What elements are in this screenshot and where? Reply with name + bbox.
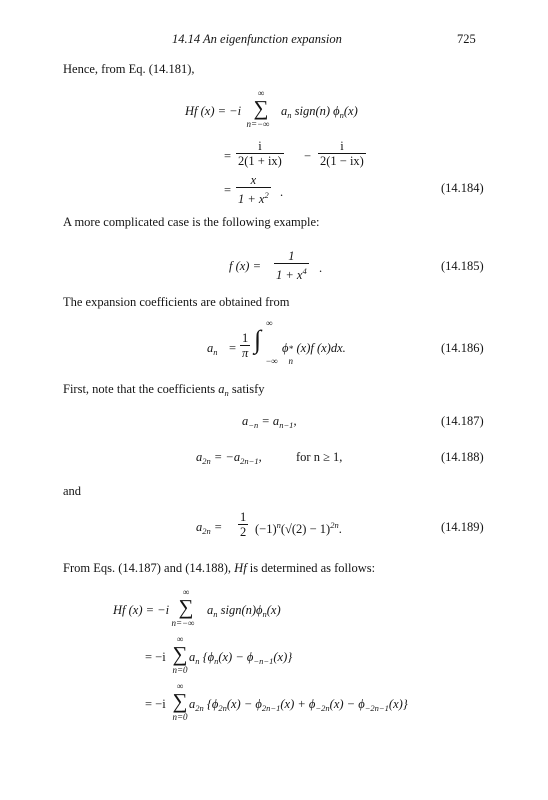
eq184-frac2-num: i bbox=[318, 139, 366, 154]
eq187-sub1: −n bbox=[248, 420, 259, 430]
deriv1-a-sub: n bbox=[213, 609, 218, 619]
p6-var: Hf bbox=[234, 561, 247, 575]
eq185-fraction bbox=[274, 249, 309, 282]
paragraph-complicated: A more complicated case is the following example: bbox=[63, 215, 320, 229]
eq184-rhs-a-sub: n bbox=[287, 110, 292, 120]
eq186-lhs bbox=[207, 341, 218, 357]
eq186-label: (14.186) bbox=[441, 341, 484, 355]
eq184-sum-upper: ∞ bbox=[257, 88, 265, 98]
eq189-sup1: n bbox=[276, 520, 281, 530]
deriv1-phi-sub: n bbox=[262, 609, 267, 619]
p4-post: satisfy bbox=[228, 382, 265, 396]
paragraph-and: and bbox=[63, 484, 82, 498]
eq184-frac3-num: x bbox=[236, 173, 271, 188]
eq184-frac1-den: 2(1 + ix) bbox=[238, 154, 282, 168]
eq189-label: (14.189) bbox=[441, 520, 484, 534]
deriv3-rhs bbox=[189, 697, 408, 713]
deriv2-sum bbox=[172, 634, 188, 675]
paragraph-hence: Hence, from Eq. (14.181), bbox=[63, 62, 195, 76]
eq184-rhs-mid: sign(n) ϕ bbox=[291, 104, 340, 118]
eq187-end: , bbox=[293, 414, 297, 428]
eq186-lhs-sub: n bbox=[213, 347, 218, 357]
eq185-den: 1 + x bbox=[276, 268, 303, 282]
eq184-period: . bbox=[280, 185, 284, 199]
p4-pre: First, note that the coefficients bbox=[63, 382, 219, 396]
eq184-line3-equals: = bbox=[224, 183, 232, 197]
eq187-label: (14.187) bbox=[441, 414, 484, 428]
eq188-sub1: 2n bbox=[202, 456, 211, 466]
p4-var: a bbox=[218, 382, 225, 396]
p6-pre: From Eqs. (14.187) and (14.188), bbox=[63, 561, 235, 575]
paragraph-note bbox=[63, 382, 265, 398]
sigma-symbol: ∑ bbox=[178, 595, 194, 619]
page-number: 725 bbox=[457, 32, 476, 46]
eq186-equals: = bbox=[229, 341, 237, 355]
eq188-sub2: 2n−1 bbox=[240, 456, 259, 466]
eq184-minus: − bbox=[304, 149, 312, 163]
deriv1-rhs bbox=[207, 603, 281, 619]
deriv3-sum bbox=[172, 681, 188, 722]
eq189-body: (−1) bbox=[255, 522, 277, 536]
deriv3-e: (x) − ϕ bbox=[329, 697, 365, 711]
deriv3-f: (x)} bbox=[388, 697, 408, 711]
eq184-fraction-1 bbox=[236, 139, 284, 168]
eq189-sup2: 2n bbox=[330, 520, 339, 530]
eq184-rhs-phi-sub: n bbox=[339, 110, 344, 120]
eq187-sub2: n−1 bbox=[279, 420, 294, 430]
eq188-body bbox=[196, 450, 262, 466]
eq187-mid: = a bbox=[258, 414, 280, 428]
deriv3-d: (x) + ϕ bbox=[280, 697, 316, 711]
eq184-rhs-a: a bbox=[281, 104, 288, 118]
eq184-line2-equals: = bbox=[224, 149, 232, 163]
eq187-a: a bbox=[242, 414, 249, 428]
deriv3-c: (x) − ϕ bbox=[226, 697, 262, 711]
eq189-lhs bbox=[196, 520, 222, 536]
eq184-rhs-end: (x) bbox=[343, 104, 358, 118]
deriv2-sum-lower: n=0 bbox=[172, 665, 188, 675]
eq188-a: a bbox=[196, 450, 203, 464]
deriv3-e-sub: −2n−1 bbox=[364, 703, 389, 713]
deriv3-sum-lower: n=0 bbox=[172, 712, 188, 722]
deriv2-eq: = −i bbox=[145, 650, 166, 664]
eq184-frac1-num: i bbox=[236, 139, 284, 154]
eq189-body2: (√(2) − 1) bbox=[280, 522, 331, 536]
sigma-symbol: ∑ bbox=[253, 96, 269, 120]
deriv3-d-sub: −2n bbox=[315, 703, 330, 713]
deriv1-sum-upper: ∞ bbox=[182, 587, 190, 597]
eq186-num: 1 bbox=[240, 331, 250, 346]
deriv2-d: (x)} bbox=[273, 650, 293, 664]
deriv3-c-sub: 2n−1 bbox=[261, 703, 281, 713]
deriv1-a: a bbox=[207, 603, 214, 617]
deriv3-b-sub: 2n bbox=[218, 703, 227, 713]
eq186-phi-sup: * bbox=[288, 344, 293, 354]
eq186-phi-sub: n bbox=[288, 356, 293, 366]
deriv1-mid: sign(n)ϕ bbox=[217, 603, 263, 617]
deriv2-a-sub: n bbox=[195, 656, 200, 666]
eq184-label: (14.184) bbox=[441, 181, 484, 195]
paragraph-coefficients: The expansion coefficients are obtained from bbox=[63, 295, 290, 309]
eq189-num: 1 bbox=[240, 510, 247, 524]
deriv3-eq: = −i bbox=[145, 697, 166, 711]
eq184-rhs bbox=[281, 104, 358, 120]
deriv2-b-sub: n bbox=[214, 656, 219, 666]
eq184-sum bbox=[246, 88, 272, 129]
eq186-phi: ϕ bbox=[282, 341, 289, 355]
eq189-end: . bbox=[338, 522, 342, 536]
p6-post: is determined as follows: bbox=[246, 561, 376, 575]
eq184-sum-lower: n=−∞ bbox=[246, 119, 270, 129]
eq185-label: (14.185) bbox=[441, 259, 484, 273]
eq188-label: (14.188) bbox=[441, 450, 484, 464]
eq186-integrand-rest: (x)f (x)dx. bbox=[296, 341, 346, 355]
deriv3-sum-upper: ∞ bbox=[176, 681, 184, 691]
deriv1-end: (x) bbox=[266, 603, 281, 617]
eq189-den: 2 bbox=[240, 525, 247, 539]
eq184-frac3-den-sup: 2 bbox=[264, 190, 269, 200]
eq184-fraction-3 bbox=[236, 173, 271, 206]
eq184-frac2-den: 2(1 − ix) bbox=[320, 154, 364, 168]
deriv2-c: (x) − ϕ bbox=[218, 650, 254, 664]
eq185-lhs: f (x) = bbox=[229, 259, 262, 273]
eq189-a: a bbox=[196, 520, 203, 534]
deriv2-rhs bbox=[189, 650, 292, 666]
sigma-symbol: ∑ bbox=[172, 642, 188, 666]
eq189-rhs bbox=[255, 520, 342, 537]
deriv2-b: {ϕ bbox=[199, 650, 215, 664]
eq184-fraction-2 bbox=[318, 139, 366, 168]
paragraph-from-eqs bbox=[63, 561, 375, 576]
deriv1-sum bbox=[171, 587, 197, 628]
eq186-int-lower: −∞ bbox=[266, 356, 278, 366]
deriv3-a-sub: 2n bbox=[195, 703, 204, 713]
eq186-fraction bbox=[240, 331, 250, 360]
eq185-period: . bbox=[319, 261, 323, 275]
sigma-symbol: ∑ bbox=[172, 689, 188, 713]
eq188-end: , bbox=[258, 450, 262, 464]
running-title: 14.14 An eigenfunction expansion bbox=[172, 32, 342, 46]
deriv2-a: a bbox=[189, 650, 196, 664]
p4-var-sub: n bbox=[224, 388, 229, 398]
eq189-eq: = bbox=[210, 520, 223, 534]
deriv3-a: a bbox=[189, 697, 196, 711]
eq186-int-upper: ∞ bbox=[266, 318, 273, 328]
eq189-fraction bbox=[238, 510, 248, 539]
eq189-sub1: 2n bbox=[202, 526, 211, 536]
eq184-lhs: Hf (x) = −i bbox=[185, 104, 242, 118]
eq186-lhs-a: a bbox=[207, 341, 214, 355]
deriv2-sum-upper: ∞ bbox=[176, 634, 184, 644]
eq186-integrand bbox=[282, 341, 346, 366]
eq188-mid: = −a bbox=[210, 450, 241, 464]
integral-symbol: ∫ bbox=[254, 325, 262, 354]
eq186-den: π bbox=[242, 346, 249, 360]
eq185-den-sup: 4 bbox=[302, 266, 307, 276]
eq185-num: 1 bbox=[274, 249, 309, 264]
deriv1-lhs: Hf (x) = −i bbox=[113, 603, 170, 617]
deriv2-c-sub: −n−1 bbox=[253, 656, 274, 666]
eq188-condition: for n ≥ 1, bbox=[296, 450, 343, 464]
deriv3-b: {ϕ bbox=[203, 697, 219, 711]
eq184-frac3-den: 1 + x bbox=[238, 192, 265, 206]
deriv1-sum-lower: n=−∞ bbox=[171, 618, 195, 628]
eq187-body bbox=[242, 414, 297, 430]
